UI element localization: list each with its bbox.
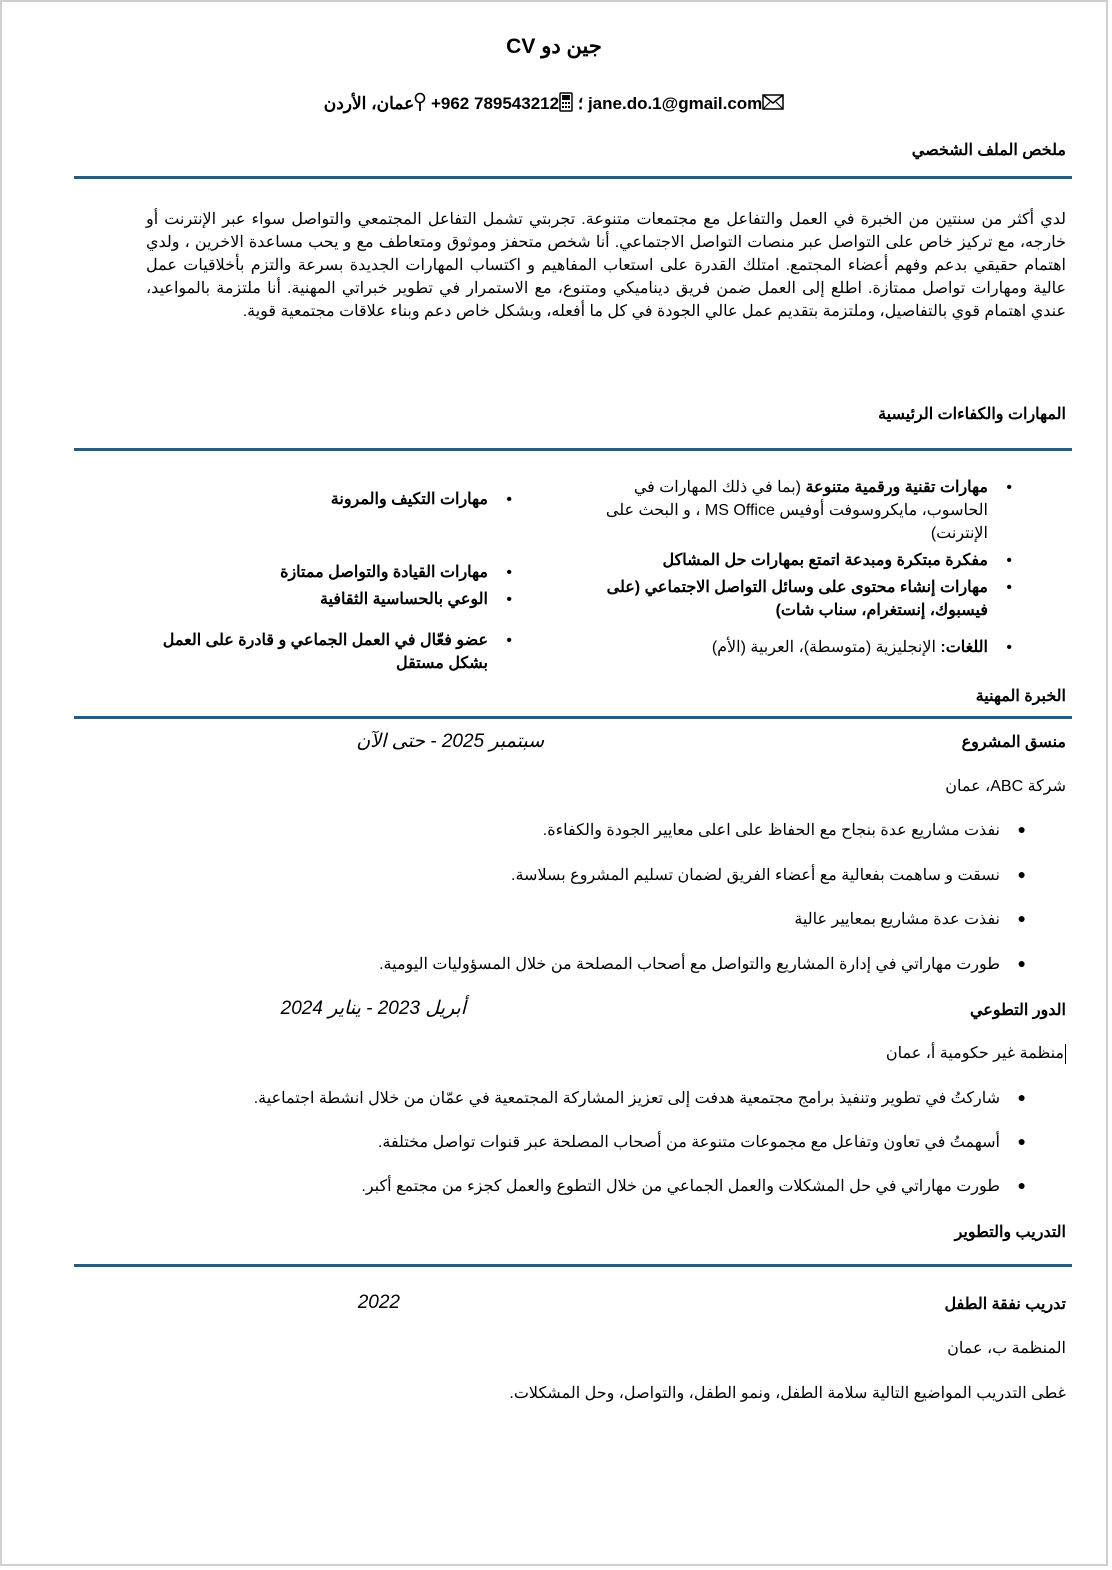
contact-separator: ؛ <box>577 93 584 113</box>
training-org: المنظمة ب، عمان <box>947 1340 1066 1357</box>
job-title: الدور التطوعي <box>969 1002 1066 1019</box>
location-pin-icon <box>414 92 426 117</box>
training-heading: التدريب والتطوير <box>954 1224 1066 1241</box>
job-bullet: ● نفذت مشاريع عدة بنجاح مع الحفاظ على اعلى معايير الجودة والكفاءة. <box>542 821 1026 839</box>
summary-text: لدي أكثر من سنتين من الخبرة في العمل والتفاعل مع مجتمعات متنوعة. تجربتي تشمل التفاعل المجتمعي والتواصل سواء عبر الإنترنت أو خارجه، مع تركيز خاص على التواصل عبر منصات التواصل الاجتماعي. أنا شخص متحفز وموثوق ومتعاطف مع و يحب مساعدة الاخرين ، ولدي اهتمام حقيقي بدعم وفهم أعضاء المجتمع. امتلك القدرة على استعاب المفاهيم و اكتساب المهارات الجديدة بسرعة والتزم بأخلاقيات عمل عالية ومهارات تواصل ممتازة. اطلع إلى العمل ضمن فريق ديناميكي ومتنوع، مع الاستمرار في تطوير خبراتي المهنية. أنا ملتزمة بالمواعيد، عندي اهتمام قوي بالتفاصيل، وملتزمة بتقديم عمل عالي الجودة في كل ما أفعله، وبشكل خاص دعم وبناء علاقات مجتمعية قوية. <box>146 211 1067 320</box>
envelope-icon <box>762 94 784 115</box>
phone-icon <box>559 92 573 117</box>
job-bullet: ● أسهمتُ في تعاون وتفاعل مع مجموعات متنوعة من أصحاب المصلحة عبر قنوات تواصل مختلفة. <box>377 1133 1026 1151</box>
job-bullet: ● نسقت و ساهمت بفعالية مع أعضاء الفريق لضمان تسليم المشروع بسلاسة. <box>511 866 1026 884</box>
training-date: 2022 <box>357 1292 400 1313</box>
skill-item: • مهارات تقنية ورقمية متنوعة (بما في ذلك المهارات في الحاسوب، مايكروسوفت أوفيس MS Office ، و البحث على الإنترنت) <box>605 479 1012 542</box>
section-divider <box>74 176 1072 179</box>
job-bullet: ● نفذت عدة مشاريع بمعايير عالية <box>794 910 1026 928</box>
skill-item: • الوعي بالحساسية الثقافية <box>319 591 512 608</box>
skills-heading: المهارات والكفاءات الرئيسية <box>878 406 1066 423</box>
cv-title: جين دو CV <box>506 35 602 58</box>
skill-item: • مهارات إنشاء محتوى على وسائل التواصل الاجتماعي (على فيسبوك، إنستغرام، سناب شات) <box>606 579 1012 619</box>
contact-location: عمان، الأردن <box>323 93 415 113</box>
contact-phone: +962 789543212 <box>430 93 560 113</box>
training-title: تدريب نفقة الطفل <box>944 1296 1066 1313</box>
job-date: أبريل 2023 - يناير 2024 <box>280 998 466 1019</box>
job-bullet: ● طورت مهاراتي في حل المشكلات والعمل الجماعي من خلال التطوع والعمل كجزء من مجتمع أكبر. <box>361 1177 1026 1195</box>
experience-heading: الخبرة المهنية <box>975 688 1066 705</box>
job-org: منظمة غير حكومية أ، عمان <box>885 1045 1064 1062</box>
skill-item: • اللغات: الإنجليزية (متوسطة)، العربية (الأم) <box>711 639 1012 656</box>
section-divider <box>74 716 1072 719</box>
summary-heading: ملخص الملف الشخصي <box>911 142 1066 159</box>
section-divider <box>74 448 1072 451</box>
job-title: منسق المشروع <box>961 734 1066 751</box>
training-text: غطى التدريب المواضيع التالية سلامة الطفل، ونمو الطفل، والتواصل، وحل المشكلات. <box>509 1385 1066 1402</box>
skill-item: • عضو فعّال في العمل الجماعي و قادرة على العمل بشكل مستقل <box>162 632 512 672</box>
skills-right-column <box>586 476 1016 663</box>
skill-item: • مهارات التكيف والمرونة <box>330 491 512 508</box>
skills-left-column <box>156 488 516 679</box>
section-divider <box>74 1264 1072 1267</box>
job-bullet: ● طورت مهاراتي في إدارة المشاريع والتواصل مع أصحاب المصلحة من خلال المسؤوليات اليومية. <box>379 955 1026 973</box>
job-bullet: ● شاركتُ في تطوير وتنفيذ برامج مجتمعية هدفت إلى تعزيز المشاركة المجتمعية في عمّان من خلال انشطة اجتماعية. <box>253 1089 1026 1107</box>
contact-email[interactable]: jane.do.1@gmail.com <box>587 93 763 113</box>
text-cursor <box>1065 1044 1066 1064</box>
job-org: شركة ABC، عمان <box>945 778 1066 795</box>
skill-item: • مهارات القيادة والتواصل ممتازة <box>280 564 512 581</box>
skill-item: • مفكرة مبتكرة ومبدعة اتمتع بمهارات حل المشاكل <box>662 552 1012 569</box>
job-date: سبتمبر 2025 - حتى الآن <box>356 731 544 752</box>
contact-line <box>2 92 1106 117</box>
